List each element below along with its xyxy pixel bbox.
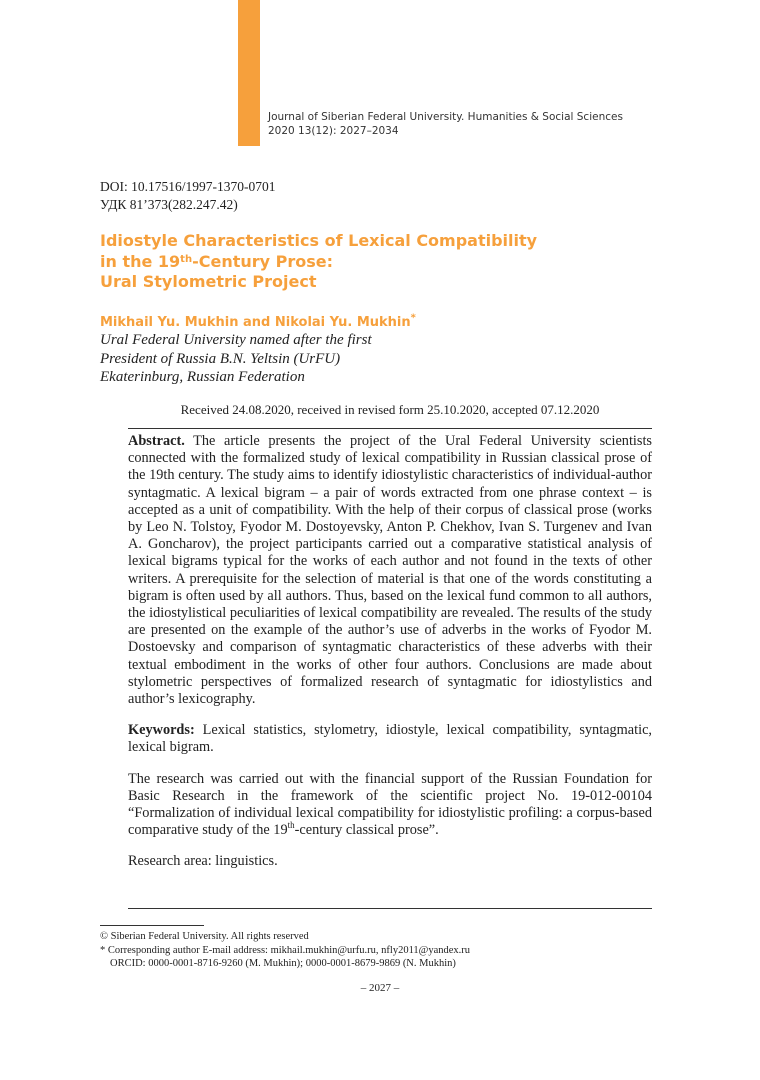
keywords-text: Lexical statistics, stylometry, idiostyle, lexical compatibility, syntagmatic, lexical bigram.	[128, 722, 652, 756]
bottom-rule	[128, 908, 652, 909]
funding-text: The research was carried out with the financial support of the Russian Foundation for Basic Research in the framework of the scientific project No. 19-012-00104 “Formalization of individual lexical compatibility for idiostylistic profiling: a corpus-based comparative study of the 19	[128, 770, 652, 839]
corresponding-marker: *	[410, 312, 416, 324]
abstract-block	[128, 433, 652, 885]
affiliation-line-3: Ekaterinburg, Russian Federation	[100, 369, 305, 385]
affiliation-line-2: President of Russia B.N. Yeltsin (UrFU)	[100, 350, 341, 367]
affiliation	[100, 331, 372, 387]
funding-text-end: -century classical prose”.	[294, 822, 439, 839]
footnote-rule	[100, 925, 204, 926]
copyright: © Siberian Federal University. All rights reserved	[100, 931, 309, 942]
abstract-label: Abstract.	[128, 433, 185, 449]
authors	[100, 312, 416, 330]
article-identifiers	[100, 178, 276, 214]
doi: DOI: 10.17516/1997-1370-0701	[100, 179, 276, 194]
udk: УДК 81’373(282.247.42)	[100, 197, 238, 212]
corresponding-author: * Corresponding author E-mail address: mikhail.mukhin@urfu.ru, nfly2011@yandex.ru	[100, 944, 471, 956]
affiliation-line-1: Ural Federal University named after the first	[100, 332, 372, 348]
journal-accent-bar	[238, 0, 260, 146]
top-rule	[128, 428, 652, 429]
journal-header	[268, 110, 623, 138]
orcid: ORCID: 0000-0001-8716-9260 (M. Mukhin); 0000-0001-8679-9869 (N. Mukhin)	[110, 958, 456, 969]
received-dates: Received 24.08.2020, received in revised form 25.10.2020, accepted 07.12.2020	[180, 402, 600, 417]
article-title	[100, 231, 537, 293]
keywords	[128, 722, 652, 756]
funding-sup: th	[287, 820, 295, 831]
page-number: – 2027 –	[360, 982, 400, 994]
research-area: Research area: linguistics.	[128, 853, 278, 870]
footnotes	[100, 930, 470, 971]
title-line-2-pre: in the 19	[100, 251, 181, 271]
title-line-2-post: -Century Prose:	[192, 251, 334, 271]
journal-name: Journal of Siberian Federal University. Humanities & Social Sciences	[268, 111, 623, 123]
title-line-3: Ural Stylometric Project	[100, 272, 317, 291]
abstract	[128, 433, 652, 708]
funding	[128, 771, 652, 840]
keywords-label: Keywords:	[128, 722, 195, 739]
abstract-text: The article presents the project of the Ural Federal University scientists connected with the formalized study of lexical compatibility in Russian classical prose of the 19th century. The study aims to identify idiostylistic characteristics of individual-author syntagmatic. A lexical bigram – a pair of words extracted from one phrase context – is accepted as a unit of compatibility. With the help of their corpus of classical prose (works by Leo N. Tolstoy, Fyodor M. Dostoyevsky, Anton P. Chekhov, Ivan S. Turgenev and Ivan A. Goncharov), the project participants carried out a comparative statistical analysis of lexical bigrams typical for the works of each author and not found in the texts of other writers. A prerequisite for the selection of material is that one of the words constituting a bigram is often used by all authors. Thus, based on the lexical fund common to all authors, the idiostylistical peculiarities of lexical compatibility are revealed. The results of the study are presented on the example of the author’s use of adverbs in the works of Fyodor M. Dostoevsky and comparison of syntagmatic characteristics of these adverbs with their textual embodiment in the works of other four authors. Conclusions are made about stylometric perspectives of formalized research of syntagmatic for idiostylistics and author’s lexicography.	[128, 433, 652, 708]
author-names: Mikhail Yu. Mukhin and Nikolai Yu. Mukhin	[100, 315, 411, 330]
journal-volume: 2020 13(12): 2027–2034	[268, 125, 399, 137]
title-line-1: Idiostyle Characteristics of Lexical Compatibility	[100, 231, 538, 250]
title-line-2-sup: th	[180, 253, 193, 265]
